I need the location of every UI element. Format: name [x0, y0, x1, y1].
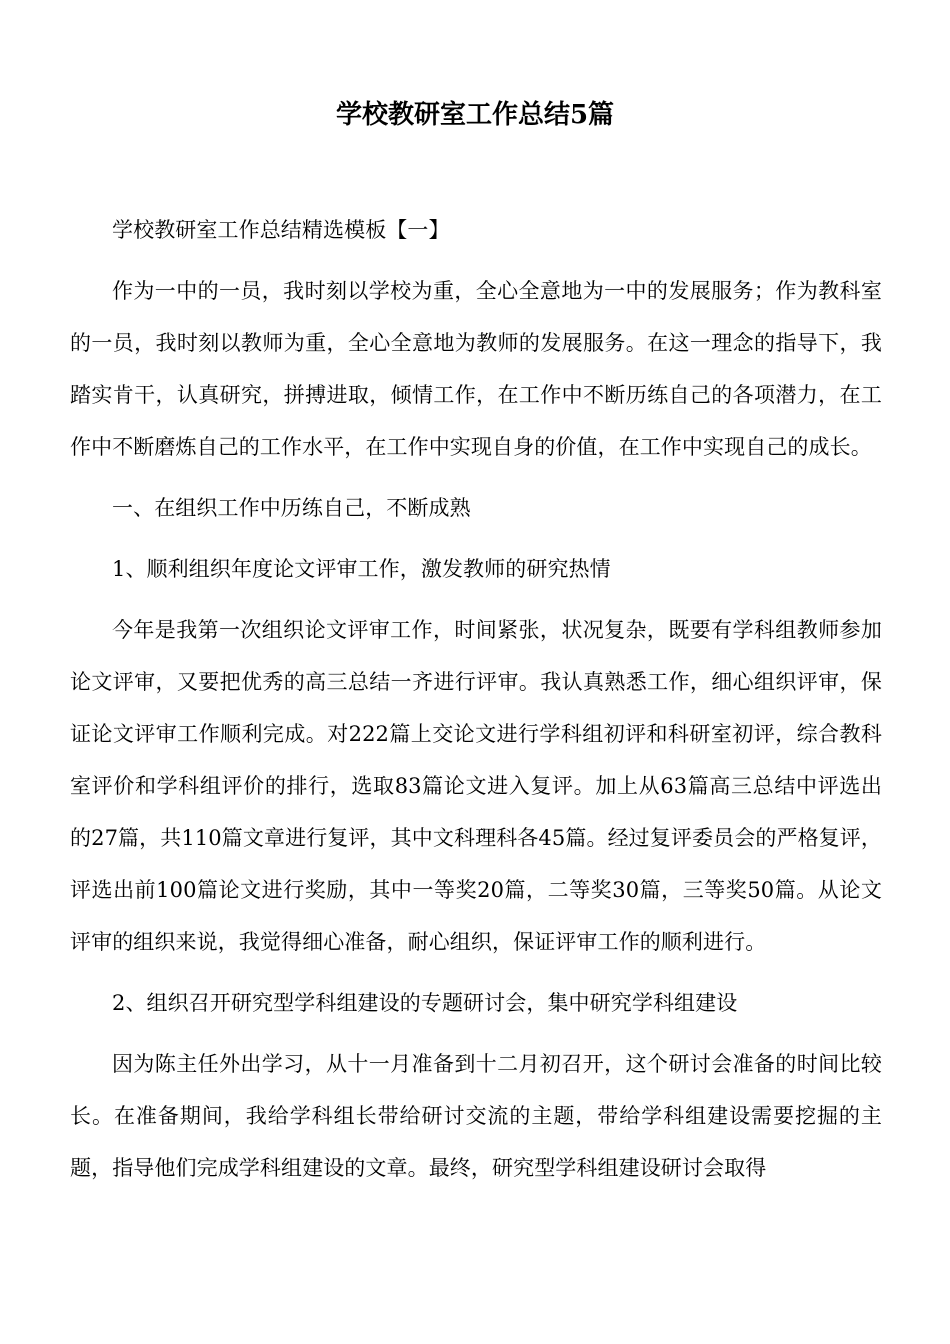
section-heading-organization: 一、在组织工作中历练自己，不断成熟 — [112, 496, 471, 520]
section-heading-template-one: 学校教研室工作总结精选模板【一】 — [112, 218, 450, 242]
paper-review-paragraph: 今年是我第一次组织论文评审工作，时间紧张，状况复杂，既要有学科组教师参加论文评审，又要把优秀的高三总结一齐进行评审。我认真熟悉工作，细心组织评审，保证论文评审工作顺利完成。对222篇上交论文进行学科组初评和科研室初评，综合教科室评价和学科组评价的排行，选取83篇论文进入复评。加上从63篇高三总结中评选出的27篇，共110篇文章进行复评，其中文科理科各45篇。经过复评委员会的严格复评，评选出前100篇论文进行奖励，其中一等奖20篇，二等奖30篇，三等奖50篇。从论文评审的组织来说，我觉得细心准备，耐心组织，保证评审工作的顺利进行。 — [70, 618, 882, 954]
seminar-paragraph: 因为陈主任外出学习，从十一月准备到十二月初召开，这个研讨会准备的时间比较长。在准备期间，我给学科组长带给研讨交流的主题，带给学科组建设需要挖掘的主题，指导他们完成学科组建设的文章。最终，研究型学科组建设研讨会取得 — [70, 1052, 882, 1180]
intro-paragraph: 作为一中的一员，我时刻以学校为重，全心全意地为一中的发展服务；作为教科室的一员，我时刻以教师为重，全心全意地为教师的发展服务。在这一理念的指导下，我踏实肯干，认真研究，拼搏进取，倾情工作，在工作中不断历练自己的各项潜力，在工作中不断磨炼自己的工作水平，在工作中实现自身的价值，在工作中实现自己的成长。 — [70, 279, 882, 459]
document-title: 学校教研室工作总结5篇 — [335, 100, 615, 130]
subheading-seminar: 2、组织召开研究型学科组建设的专题研讨会，集中研究学科组建设 — [112, 991, 738, 1015]
document-body — [70, 204, 882, 1194]
subheading-paper-review: 1、顺利组织年度论文评审工作，激发教师的研究热情 — [112, 557, 611, 581]
